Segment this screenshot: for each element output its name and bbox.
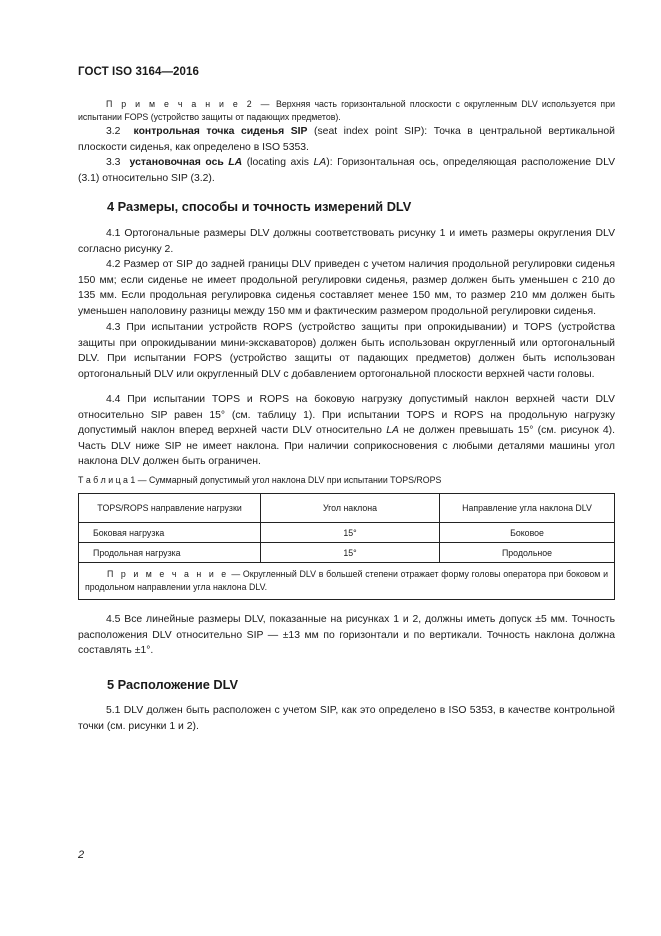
- paragraph-4-5: 4.5 Все линейные размеры DLV, показанные на рисунках 1 и 2, должны иметь допуск ±5 мм. Точность расположения DLV относительно SIP — ±13 мм по горизонтали и по вертикали. Точность наклона должна составлять ±1°.: [78, 614, 615, 657]
- document-header: ГОСТ ISO 3164—2016: [78, 66, 200, 78]
- note-text: Верхняя часть горизонтальной плоскости с округленным DLV используется при испытании FOPS (устройство защиты от падающих предметов).: [78, 99, 616, 122]
- paragraph-text: 4.4 При испытании TOPS и ROPS на боковую нагрузку допустимый наклон верхней части DLV относительно SIP равен 15° (см. таблицу 1). При испытании TOPS и ROPS на продольную нагрузку допустимый наклон вперед верхней части DLV относительно: [78, 394, 615, 437]
- table-row: [79, 543, 615, 563]
- table-note-text: — Округленный DLV в большей степени отражает форму головы оператора при боковом и продольном направлении угла наклона DLV.: [85, 569, 608, 592]
- header-cell: Угол наклона: [261, 494, 440, 523]
- table-row: [79, 523, 615, 543]
- table-note-row: [79, 563, 615, 600]
- paragraph-4-1: 4.1 Ортогональные размеры DLV должны соответствовать рисунку 1 и иметь размеры округления DLV согласно рисунку 2.: [78, 228, 615, 255]
- clause-abbrev: LA: [313, 157, 327, 168]
- table-cell: 15°: [261, 523, 440, 543]
- paragraph-text-end: не должен превышать 15° (см. рисунок 4). Часть DLV ниже SIP не имеет наклона. При наличии соприкосновения с любыми деталями машины угол наклона DLV должен быть ограничен.: [78, 425, 615, 468]
- table-cell: Боковое: [440, 523, 615, 543]
- header-cell: Направление угла наклона DLV: [440, 494, 615, 523]
- page-number: 2: [78, 849, 85, 861]
- clause-number: 3.3: [106, 157, 121, 168]
- clause-term: контрольная точка сиденья SIP: [133, 126, 308, 137]
- paragraph-4-4: [78, 392, 615, 470]
- clause-text: (seat index point SIP): Точка в центральной вертикальной плоскости сиденья, как определено в ISO 5353.: [78, 126, 615, 153]
- section-4-heading: 4 Размеры, способы и точность измерений DLV: [107, 199, 412, 214]
- note-label: П р и м е ч а н и е 2 —: [106, 99, 272, 109]
- table-label: Т а б л и ц а 1: [78, 475, 136, 485]
- clause-term: установочная ось: [129, 157, 229, 168]
- table-cell: Боковая нагрузка: [79, 523, 261, 543]
- table-note: [79, 563, 615, 600]
- table-caption: [78, 474, 615, 487]
- clause-text-end: ): Горизонтальная ось, определяющая расположение DLV (3.1) относительно SIP (3.2).: [78, 157, 616, 184]
- table-cell: Продольная нагрузка: [79, 543, 261, 563]
- section-5-heading: 5 Расположение DLV: [107, 677, 239, 692]
- paragraph-3-3: [78, 155, 615, 186]
- paragraph-5-1: 5.1 DLV должен быть расположен с учетом SIP, как это определено в ISO 5353, в качестве контрольной точки (см. рисунки 1 и 2).: [78, 705, 615, 732]
- table-title: — Суммарный допустимый угол наклона DLV при испытании TOPS/ROPS: [135, 475, 442, 485]
- paragraph-4-2: 4.2 Размер от SIP до задней границы DLV приведен с учетом наличия продольной регулировки сиденья 150 мм; если сиденье не имеет продольной регулировки сиденья, размер должен быть уменьшен с 210 до 135 мм. Если продольная регулировка сиденья составляет менее 150 мм, то размер 210 мм должен быть уменьшен наполовину разницы между 150 мм и фактическим размером продольной регулировки сиденья.: [78, 259, 615, 317]
- clause-number: 3.2: [106, 126, 121, 137]
- clause-term-abbrev: LA: [228, 157, 243, 168]
- table-note-label: П р и м е ч а н и е: [107, 569, 229, 579]
- paragraph-4-3: 4.3 При испытании устройств ROPS (устройство защиты при опрокидывании) и TOPS (устройства защиты при опрокидывании мини-экскаваторов) должен быть использован округленный или ортогональный DLV. При испытании FOPS (устройство защиты от падающих предметов) должен быть использован ортогональный DLV или округленный DLV с добавлением ортогональной плоскости верхней части головы.: [78, 322, 615, 380]
- table-cell: 15°: [261, 543, 440, 563]
- table-header-row: [79, 494, 615, 523]
- header-cell: TOPS/ROPS направление нагрузки: [79, 494, 261, 523]
- axis-abbrev: LA: [386, 425, 399, 437]
- clause-text: (locating axis: [242, 157, 314, 168]
- table-cell: Продольное: [440, 543, 615, 563]
- paragraph-3-2: [78, 124, 615, 155]
- table-1: [78, 493, 615, 600]
- note-2: [78, 98, 615, 124]
